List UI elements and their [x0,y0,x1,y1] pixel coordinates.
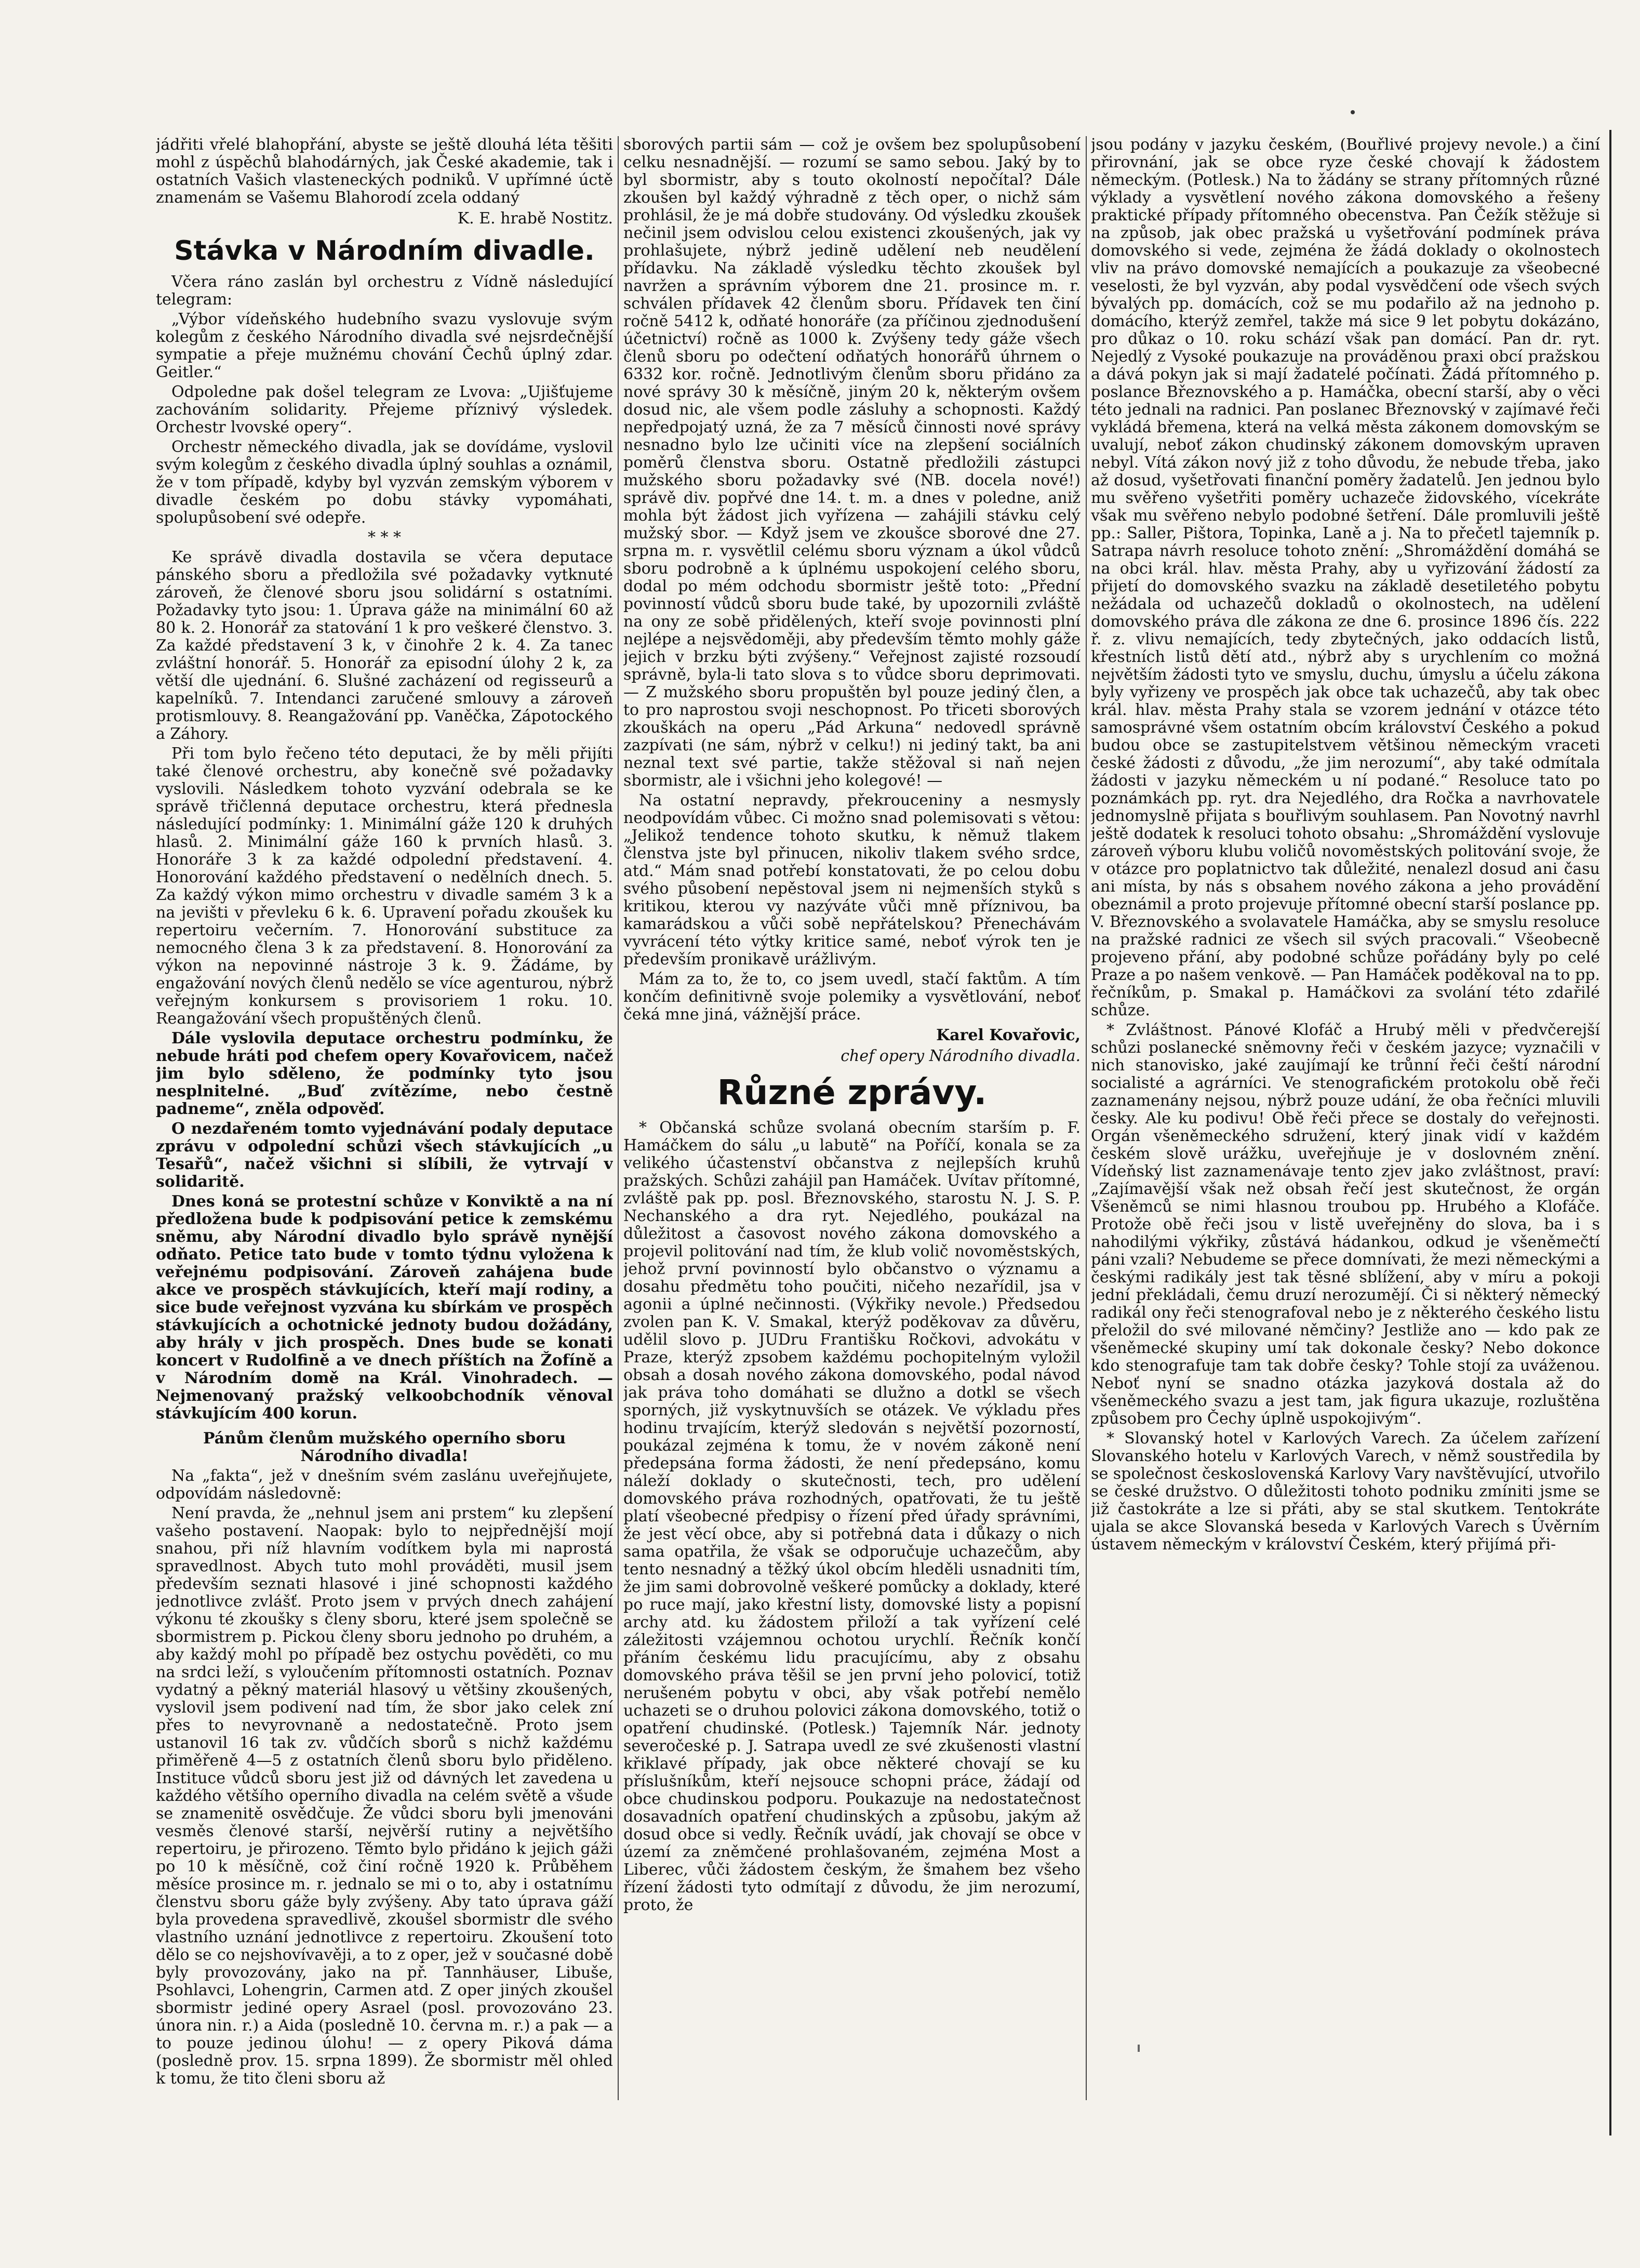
column-left [156,136,613,2111]
column-right [1091,136,1600,2111]
section-title-news: Různé zprávy. [717,1072,987,1112]
strike-paragraph: Dnes koná se protestní schůze v Konviktě a na ní předložena bude k podpisování petice k zemskému sněmu, aby Národní divadlo bylo správě nynější odňato. Petice tato bude v tomto týdnu vyložena k veřejnému podpisování. Zároveň zahájena bude akce ve prospěch stávkujících, kteří mají rodiny, a sice bude veřejnost vyzvána ku sbírkám ve prospěch stávkujících a ochotnické jednoty budou dožádány, aby hrály v jich prospěch. Dnes bude se konati koncert v Rudolfině a ve dnech příštích na Žofíně a v Národním domě na Král. Vinohradech. — Nejmenovaný pražský velkoobchodník věnoval stávkujícím 400 korun. [156,1192,613,1423]
news-item: * Zvláštnost. Pánové Klofáč a Hrubý měli v předvčerejší schůzi poslanecké sněmovny řeči v českém jazyce; vyznačili v nich stanovisko, jaké zaujímají ke trůnní řeči čeští národní socialisté a agrárníci. Ve stenografickém protokolu obě řeči zaznamenány nejsou, nýbrž pouze udání, že oba řečníci mluvili česky. Ale ku podivu! Obě řeči přece se dostaly do veřejnosti. Orgán všeněmeckého sdružení, který jinak vidí v každém českém slově urážku, uveřejňuje je v doslovném znění. Vídeňský list zaznamenávaje tento zjev jako zvláštnost, praví: „Zajímavější však než obsah řečí jest skutečnost, že orgán Všeněmců se nimi hlasnou troubou pp. Hrubého a Klofáče. Protože obě řeči jsou v listě uveřejněny do slova, ba i s nahodilými výkřiky, zůstává hádankou, odkud je všeněmečtí páni vzali? Nebudeme se přece domnívati, že mezi německými a českými radikály jest tak těsné sblížení, aby v míru a pokoji jední překládali, čemu druzí nerozumějí. Či si některý německý radikál ony řeči stenografoval nebo je z některého českého listu přeložil do své milované němčiny? Jestliže ano — kdo pak ze všeněmecké skupiny umí tak dokonale česky? Nebo dokonce kdo stenografuje tam tak dobře česky? Tohle stojí za uváženou. Neboť nyní se snadno otázka jazyková dostala až do všeněmeckého svazu a jest tam, jak figura ukazuje, rozluštěna způsobem pro Čechy úplně uspokojivým“. [1091,1021,1600,1428]
strike-paragraph: „Výbor vídeňského hudebního svazu vyslovuje svým kolegům z českého Národního divadla své nejsrdečnější sympatie a přeje mužnému chování Čechů úplný zdar. Geitler.“ [156,310,613,381]
speck-mark [1351,110,1355,114]
letter-signature-role: chef opery Národního divadla. [841,1047,1081,1065]
letter-paragraph: Na ostatní nepravdy, překrouceniny a nesmysly neodpovídám vůbec. Ci možno snad polemisovati s větou: „Jelikož tendence tohoto skutku, k němuž tlakem členstva jste byl přinucen, nikoliv tlakem svého srdce, atd.“ Mám snad potřebí konstatovati, že po celou dobu svého působení nepěstoval jsem ni nejmenších styků s kritikou, kterou vy nazýváte vůči mně příznivou, ba kamarádskou a vůči sobě nepřátelskou? Přenechávám vyvrácení této výtky kritice samé, neboť výrok ten je především pronikavě urážlivým. [623,791,1081,969]
column-divider [1086,136,1087,2100]
strike-paragraph: Odpoledne pak došel telegram ze Lvova: „Ujišťujeme zachováním solidarity. Přejeme příznivý výsledek. Orchestr lvovské opery“. [156,383,613,436]
news-item: * Občanská schůze svolaná obecním starším p. F. Hamáčkem do sálu „u labutě“ na Poříčí, konala se za velikého účastenství občanstva z nejlepších kruhů pražských. Schůzi zahájil pan Hamáček. Uvítav přítomné, zvláště pak pp. posl. Březnovského, starostu N. J. S. P. Nechanského a dra ryt. Nejedlého, poukázal na důležitost a časovost nového zákona domovského a projevil politování nad tím, že klub volič novoměstských, jehož první povinností bylo občanstvo o významu a dosahu předmětu toho poučiti, ničeho nezařídil, jsa v agonii a úplné nečinnosti. (Výkřiky nevole.) Předsedou zvolen pan K. V. Smakal, kterýž poděkovav za důvěru, udělil slovo p. JUDru Františku Ročkovi, advokátu v Praze, kterýž zpsobem každému pochopitelným vyložil obsah a dosah nového zákona domovského, podal návod jak práva toho domáhati se dlužno a dotkl se všech sporných, již vyskytnuvších se otázek. Ve výkladu přes hodinu trvajícím, kterýž sledován s největší pozorností, poukázal zejména k tomu, že v novém zákoně není předepsána forma žádosti, že není předepsáno, komu náleží doklady o skutečnosti, tech, pro udělení domovského práva rozhodných, opatřovati, že tu ještě platí všeobecné předpisy o řízení před úřady správními, že jest věcí obce, aby si potřebná data i důkazy o nich sama opatřila, že však se odporučuje uchazečům, aby tento nesnadný a těžký úkol obcím hleděli usnadniti tím, že jim sami dobrovolně veškeré pomůcky a doklady, které po ruce mají, jako křestní listy, domovské listy a popisní archy atd. ku žádostem přiloží a tak vyřízení celé záležitosti vzájemnou ochotou urychlí. Řečník končí přáním českému lidu pracujícímu, aby z obsahu domovského práva těšil se jen první jeho polovicí, totiž nerušeném pobytu v obci, aby však potřebí nemělo uchazeti se o druhou polovici zákona domovského, totiž o opatření chudinské. (Potlesk.) Tajemník Nár. jednoty severočeské p. J. Satrapa uvedl ze své zkušenosti vlastní křiklavé případy, jak obce některé chovají se ku příslušníkům, kteří nejsouce schopni práce, žádají od obce chudinskou podporu. Poukazuje na nedostatečnost dosavadních opatření chudinských a způsobu, jakým až dosud obce si vedly. Řečník uvádí, jak chovají se obce v území za zněmčené prohlašovaném, zejména Most a Liberec, vůči žádostem českým, že šmahem bez všeho řízení žádosti tyto odmítají z důvodu, že jim nerozumí, proto, že [623,1119,1081,1914]
letter-signature: Karel Kovařovic, [936,1026,1081,1044]
column-divider [618,136,619,2100]
news-item: jsou podány v jazyku českém, (Bouřlivé projevy nevole.) a činí přirovnání, jak se obce ryze české chovají k žádostem německým. (Potlesk.) Na to žádány se strany přítomných různé výklady a vysvětlení nového zákona domovského a řešeny praktické případy přítomného obecenstva. Pan Čežík stěžuje si na způsob, jak obec pražská u vyšetřování podmínek práva domovského si vede, zejména že žádá doklady o okolnostech vliv na právo domovské nemajících a poukazuje za všeobecné veselosti, že byl vyzván, aby podal vysvědčení ode všech svých bývalých pp. domácích, což se mu podařilo až na jednoho p. domácího, kterýž zemřel, takže má sice 9 let pobytu dokázáno, pro důkaz o 10. roku schází však pan domácí. Pan dr. ryt. Nejedlý z Vysoké poukazuje na prováděnou praxi obcí pražskou a dává pokyn jak si mají žadatelé počínati. Žádá přítomného p. poslance Březnovského a p. Hamáčka, obecní starší, aby o věci této jednali na radnici. Pan poslanec Březnovský v zajímavé řeči vykládá břemena, která na velká města zákonem domovským se uvalují, neboť zákon chudinský zákonem domovským upraven nebyl. Vítá zákon nový již z toho důvodu, že nebude třeba, jako až dosud, vyšetřovati finanční poměry žadatelů. Jen jednou bylo mu svěřeno vyšetřiti poměry uchazeče židovského, vícekráte však mu svěřeno nebylo podobné šetření. Dále promluvili ještě pp.: Saller, Pištora, Topinka, Laně a j. Na to přečetl tajemník p. Satrapa návrh resoluce tohoto znění: „Shromáždění domáhá se na obci král. hlav. města Prahy, aby u vyřizování žádostí za přijetí do domovského svazku na základě desetiletého pobytu nežádala od uchazečů dokladů o okolnostech, na udělení domovského práva dle zákona ze dne 6. prosince 1896 čís. 222 ř. z. vlivu nemajících, tedy zbytečných, jako oddacích listů, křestních listů dětí atd., nýbrž aby s urychlením co možná největším žádosti tyto ve smyslu, duchu, úmyslu a účelu zákona byly vyřizeny ve prospěch jak obce tak uchazečů, aby tak obec král. hlav. města Prahy stala se vzorem jednání v otázce této samosprávné všem ostatním obcím království Českého a pokud budou obce se zastupitelstvem většinou německým vraceti české žádosti z důvodu, „že jim nerozumí“, aby také odmítala žádosti v jazyku německém u ní podané.“ Resoluce tato po poznámkách pp. ryt. dra Nejedlého, dra Ročka a navrhovatele jednomyslně přijata s bouřlivým souhlasem. Pan Novotný navrhl ještě dodatek k resoluci tohoto obsahu: „Shromáždění vyslovuje zároveň výboru klubu voličů novoměstských politování svoje, že v otázce pro poplatnictvo tak důležité, nenalezl dosud ani času ani místa, by nás s obsahem nového zákona a jeho provádění obeznámil a proto projevuje přítomné obecní starší poslance pp. V. Březnovského a svolavatele Hamáčka, aby se smyslu resoluce na pražské radnici ze všech sil svých pracovali.“ Všeobecně projeveno přání, aby podobné schůze pořádány byly po celé Praze a po našem venkově. — Pan Hamáček poděkoval na to pp. řečníkům, p. Smakal p. Hamáčkovi za svolání této zdařilé schůze. [1091,136,1600,1019]
column-middle [623,136,1081,2111]
section-separator: * * * [367,528,402,547]
strike-paragraph: Při tom bylo řečeno této deputaci, že by měli přijíti také členové orchestru, aby konečně své požadavky vyslovili. Následkem tohoto vyzvání odebrala se ke správě třičlenná deputace orchestru, která přednesla následující podmínky: 1. Minimální gáže 120 k druhých hlasů. 2. Minimální gáže 160 k prvních hlasů. 3. Honoráře 3 k za každé odpolední představení. 4. Honorování každého představení o nedělních dnech. 5. Za každý výkon mimo orchestru v divadle samém 3 k a na jevišti v převleku 6 k. 6. Upravení pořadu zkoušek ku repertoiru večerním. 7. Honorování substituce za nemocného člena 3 k za představení. 8. Honorování za výkon na nepovinné nástroje 3 k. 9. Žádáme, by engažování nových členů nedělo se více agenturou, nýbrž veřejným konkursem s provisoriem 1 roku. 10. Reangažování všech propuštěných členů. [156,745,613,1028]
page-edge-border [1609,130,1611,2136]
strike-paragraph: Orchestr německého divadla, jak se dovídáme, vyslovil svým kolegům z českého divadla úplný souhlas a oznámil, že v tom případě, kdyby byl vyzván zemským výborem v divadle českém po dobu stávky vypomáhati, spolupůsobení své odepře. [156,438,613,527]
letter-heading: Pánům členům mužského operního sboru Národního divadla! [203,1429,566,1465]
strike-paragraph: Ke správě divadla dostavila se včera deputace pánského sboru a předložila své požadavky vytknuté zároveň, že členové sboru jsou solidární s ostatními. Požadavky tyto jsou: 1. Úprava gáže na minimální 60 až 80 k. 2. Honorář za statování 1 k pro veškeré členstvo. 3. Za každé představení 3 k, v činohře 2 k. 4. Za tanec zvláštní honorář. 5. Honorář za episodní úlohy 2 k, za větší dle ujednání. 6. Slušné zacházení od regisseurů a kapelníků. 7. Intendanci zaručené smlouvy a zároveň protismlouvy. 8. Reangažování pp. Vaněčka, Zápotockého a Záhory. [156,548,613,743]
letter-paragraph: Mám za to, že to, co jsem uvedl, stačí faktům. A tím končím definitivně svoje polemiky a vysvětlování, neboť čeká mne jiná, vážnější práce. [623,970,1081,1024]
article-title-strike: Stávka v Národním divadle. [174,235,595,267]
strike-paragraph: O nezdařeném tomto vyjednávání podaly deputace zprávu v odpolední schůzi všech stávkujících „u Tesařů“, načež všichni si slíbili, že vytrvají v solidaritě. [156,1120,613,1191]
intro-signature: K. E. hrabě Nostitz. [457,209,613,228]
strike-paragraph: Dále vyslovila deputace orchestru podmínku, že nebude hráti pod chefem opery Kovařovicem, načež jim bylo sděleno, že podmínky tyto jsou nesplnitelné. „Buď zvítězíme, nebo čestně padneme“, zněla odpověď. [156,1029,613,1118]
strike-paragraph: Včera ráno zaslán byl orchestru z Vídně následující telegram: [156,273,613,309]
intro-paragraph: jádřiti vřelé blahopřání, abyste se ještě dlouhá léta těšiti mohl z úspěchů blahodárných, jak České akademie, tak i ostatních Vašich vlasteneckých podniků. V upřímné úctě znamenám se Vašemu Blahorodí zcela oddaný [156,136,613,207]
letter-paragraph: sborových partii sám — což je ovšem bez spolupůsobení celku nesnadnější. — rozumí se samo sebou. Jaký by to byl sbormistr, aby s touto okolností nepočítal? Dále zkoušen byl každý výhradně z těch oper, o nichž sám prohlásil, že je má dobře studovány. Od výsledku zkoušek nečinil jsem odvislou celou existenci zkoušených, jak vy prohlašujete, nýbrž jedině udělení neb neudělení přídavku. Na základě výsledku těchto zkoušek byl navržen a správním výborem dne 21. prosince m. r. schválen přídavek 42 členům sboru. Přídavek ten činí ročně 5412 k, odňaté honoráře (za příčinou zjednodušení účetnictví) ročně as 1000 k. Zvýšeny tedy gáže všech členů sboru po odečtení odňatých honorářů úhrnem o 6332 kor. ročně. Jednotlivým členům sboru přidáno za nové správy 30 k měsíčně, jiným 20 k, některým ovšem dosud nic, ale všem podle zásluhy a schopnosti. Každý nepředpojatý uzná, že za 7 měsíců činnosti nové správy nesnadno bylo lze učiniti více na zlepšení sociálních poměrů členstva sboru. Ostatně předložili zástupci mužského sboru požadavky své (NB. docela nové!) správě div. popřvé dne 14. t. m. a dnes v poledne, aniž mohla být žádost jich vyřízena — zahájili stávku celý mužský sbor. — Když jsem ve zkoušce sborové dne 27. srpna m. r. vysvětlil celému sboru význam a úkol vůdců sboru podrobně a k úplnému uspokojení celého sboru, dodal po mém odchodu sbormistr ještě toto: „Přední povinností vůdců sboru bude také, by upozornili zvláště na ony ze sobě přidělených, kteří svoje povinnosti plní nejlépe a nejsvědoměji, aby především těmto mohly gáže jejich v brzku býti zvýšeny.“ Veřejnost zajisté rozsoudí správně, byla-li tato slova s to vůdce sboru deprimovati. — Z mužského sboru propuštěn byl pouze jediný člen, a to pro naprostou svoji neschopnost. Po třiceti sborových zkouškách na operu „Pád Arkuna“ nedovedl správně zazpívati (ne sám, nýbrž v celku!) ni jediný takt, ba ani neznal text své partie, takže stěžoval si naň nejen sbormistr, ale i všichni jeho kolegové! — [623,136,1081,790]
news-item: * Slovanský hotel v Karlových Varech. Za účelem zařízení Slovanského hotelu v Karlových Varech, v němž soustředila by se společnost československá Karlovy Vary navštěvující, utvořilo se české družstvo. O důležitosti tohoto podniku zmíniti jsme se již častokráte a lze si přáti, aby se stal skutkem. Tentokráte ujala se akce Slovanská beseda v Karlových Varech s Úvěrním ústavem německým v království Českém, který přijímá při- [1091,1429,1600,1554]
letter-paragraph: Na „fakta“, jež v dnešním svém zaslánu uveřejňujete, odpovídám následovně: [156,1467,613,1503]
letter-paragraph: Není pravda, že „nehnul jsem ani prstem“ ku zlepšení vašeho postavení. Naopak: bylo to nejpřednější mojí snahou, při níž hlavním vodítkem byla mi naprostá spravedlnost. Abych tuto mohl prováděti, musil jsem především seznati hlasové i jiné schopnosti každého jednotlivce zvlášť. Proto jsem v prvých dnech zahájení výkonu té zkoušky s členy sboru, které jsem společně se sbormistrem p. Pickou členy sboru jednoho po druhém, a aby každý mohl po případě bez ostychu pověděti, co mu na srdci leží, s vyloučením přítomnosti ostatních. Poznav vydatný a pěkný materiál hlasový u většiny zkoušených, vyslovil jsem podivení nad tím, že sbor jako celek zní přes to nevyrovnaně a nedostatečně. Proto jsem ustanovil 16 tak zv. vůdčích sborů s nichž každému přiměřeně 4—5 z ostatních členů sboru bylo přiděleno. Instituce vůdců sboru jest již od dávných let zavedena u každého většího operního divadla na celém světě a všude se znamenitě osvědčuje. Že vůdci sboru byli jmenováni vesměs členové starší, nejvěrší rutiny a největšího repertoiru, je přirozeno. Těmto bylo přidáno k jejich gáži po 10 k měsíčně, což činí ročně 1920 k. Průběhem měsíce prosince m. r. jednalo se mi o to, aby i ostatnímu členstvu sboru gáže byly zvýšeny. Aby tato úprava gáží byla provedena spravedlivě, zkoušel sbormistr dle svého vlastního uznání jednotlivce z repertoiru. Zkoušení toto dělo se co nejshovívavěji, a to z oper, jež v současné době byly provozovány, jako na př. Tannhäuser, Libuše, Psohlavci, Lohengrin, Carmen atd. Z oper jiných zkoušel sbormistr jediné opery Asrael (posl. provozováno 23. února nin. r.) a Aida (posledně 10. června m. r.) a pak — a to pouze jedinou úlohu! — z opery Piková dáma (posledně prov. 15. srpna 1899). Že sbormistr měl ohled k tomu, že tito členi sboru až [156,1504,613,2088]
